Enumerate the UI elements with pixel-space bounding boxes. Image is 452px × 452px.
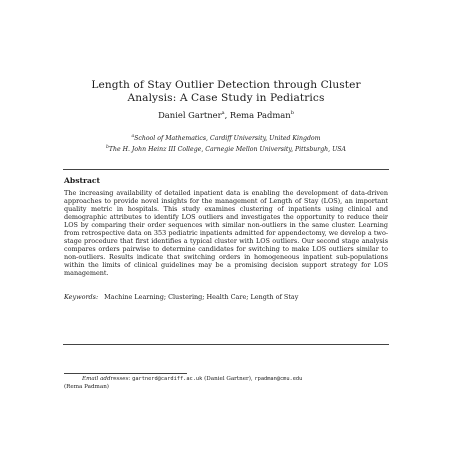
paper-title: [60, 79, 392, 105]
affiliation-mark: b: [105, 145, 109, 150]
affiliation-mark: a: [221, 110, 225, 116]
footnote-label: Email addresses:: [82, 376, 131, 382]
email-link[interactable]: rpadman@cmu.edu: [254, 376, 303, 382]
abstract-text: The increasing availability of detailed inpatient data is enabling the development of data-driven approaches to provide novel insights for the management of Length of Stay (LOS), an important quality metric in hospitals. This study examines clustering of inpatients using clinical and demographic attributes to identify LOS outliers and investigates the opportunity to reduce their LOS by comparing their order sequences with similar non-outliers in the same cluster. Learning from retrospective data on 353 pediatric inpatients admitted for appendectomy, we develop a two-stage procedure that first identifies a typical cluster with LOS outliers. Our second stage analysis compares orders pairwise to determine candidates for switching to make LOS outliers similar to non-outliers. Results indicate that switching orders in homogeneous inpatient sub-populations within the limits of clinical guidelines may be a promising decision support strategy for LOS management.: [64, 189, 388, 278]
email-link[interactable]: gartnerd@cardiff.ac.uk: [132, 376, 203, 382]
affiliation-mark: b: [290, 110, 294, 116]
author-name: Daniel Gartner: [158, 109, 222, 120]
affiliation-mark: a: [131, 134, 135, 139]
affiliation-text: The H. John Heinz III College, Carnegie Mellon University, Pittsburgh, USA: [108, 146, 347, 154]
abstract-bottom-rule: [63, 344, 389, 345]
affiliation-text: School of Mathematics, Cardiff University, United Kingdom: [134, 135, 321, 143]
author-separator: ,: [224, 109, 230, 120]
footnote-rule: [64, 373, 187, 374]
footnote-name: (Rema Padman): [64, 383, 109, 390]
title-line-2: Analysis: A Case Study in Pediatrics: [127, 92, 325, 104]
keywords-line: [64, 293, 388, 301]
author-name: Rema Padman: [229, 109, 291, 120]
author-list: [60, 108, 392, 121]
abstract-heading: Abstract: [64, 176, 101, 185]
title-line-1: Length of Stay Outlier Detection through Cluster: [91, 79, 361, 91]
keywords-text: Machine Learning; Clustering; Health Care; Length of Stay: [104, 293, 299, 301]
affiliation-a: [40, 133, 412, 143]
abstract-top-rule: [63, 169, 389, 170]
footnote-name: (Daniel Gartner),: [204, 376, 253, 382]
affiliation-b: [40, 144, 412, 154]
keywords-label: Keywords:: [64, 293, 99, 301]
email-footnote: [64, 376, 392, 391]
